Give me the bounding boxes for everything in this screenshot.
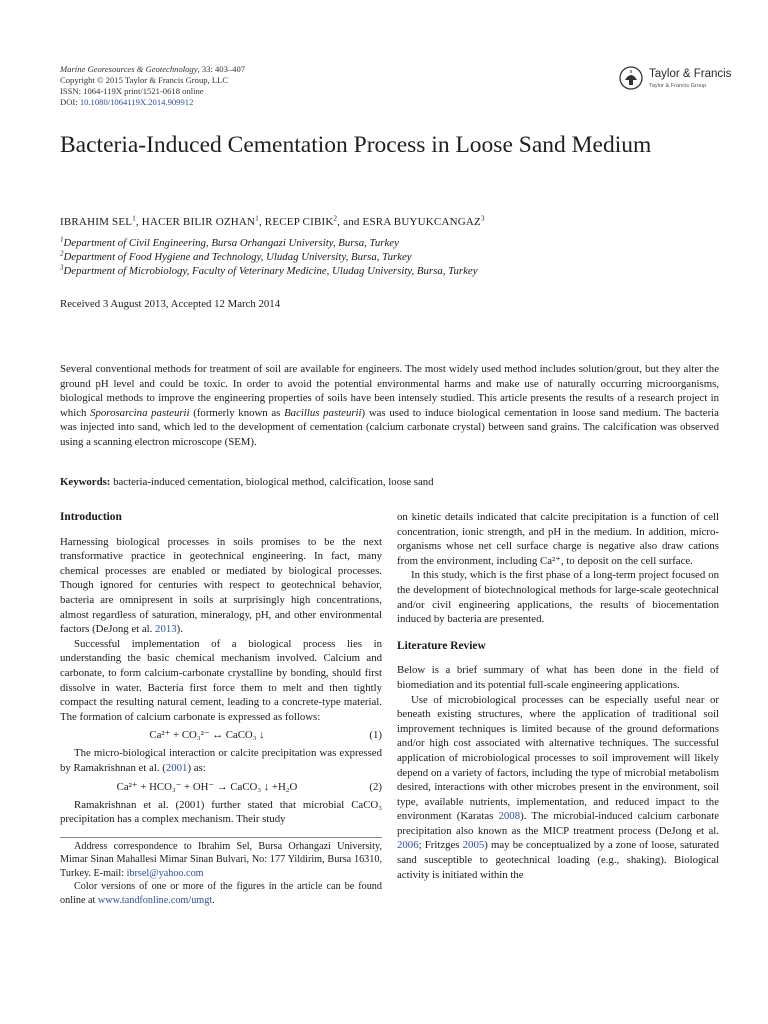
footnote [60,837,382,908]
equation-1 [60,724,382,746]
paragraph [397,693,719,883]
affiliation [60,236,478,250]
author-3: , RECEP CIBIK [258,216,334,228]
publisher-logo [618,64,732,94]
citation-link[interactable]: 2006 [397,839,419,852]
equation-2 [60,776,382,798]
affiliation-text: Department of Food Hygiene and Technology, Uludag University, Bursa, Turkey [63,251,412,263]
paragraph [60,746,382,775]
author-1-sup: 1 [132,214,136,223]
article-title: Bacteria-Induced Cementation Process in Loose Sand Medium [60,132,652,158]
paragraph-text: ) as: [187,761,206,774]
paragraph: Ramakrishnan et al. (2001) further stated that microbial CaCO₃ precipitation has a complex mechanism. Their study [60,798,382,826]
abstract-text: (formerly known as [189,406,285,419]
footnote-text: Color versions of one or more of the figures in the article can be found online at [60,881,382,907]
abstract-text: ) was used to induce biological cementation in loose sand medium. The bacteria was injected into sand, which led to the development of cementation (calcium carbonate crystal) between sand grains. The calcification was observed using a scanning electron microscope (SEM). [60,406,719,448]
lamp-icon [618,64,644,92]
affiliation-sup: 1 [60,235,64,244]
keywords-label: Keywords: [60,476,111,488]
paragraph-text: Harnessing biological processes in soils promises to be the next transformative practice in geotechnical engineering. In fact, many chemical processes are enabled or mediated by biological processes. Though ignored for centuries with respect to geotechnical behavior, bacteria are omnipresent in soils at surprisingly high concentrations, almost regardless of saturation, mineralogy, pH, and other environmental factors (DeJong et al. [60,535,382,636]
paragraph: on kinetic details indicated that calcite precipitation is a function of cell concentration, ionic strength, and pH in the medium. In addition, micro-organisms whose net cell surface charge is negative also draw cations from the environment, including Ca²⁺, to deposit on the cell surface. [397,511,719,567]
author-1: IBRAHIM SEL [60,216,133,228]
keywords [60,476,434,488]
copyright: Copyright © 2015 Taylor & Francis Group, LLC [60,75,229,85]
equation-number: (2) [369,780,382,793]
author-3-sup: 2 [333,214,338,223]
paragraph: Successful implementation of a biological process lies in understanding the basic chemical mechanism involved. Calcium and carbonate, to form calcium-carbonate crystalline by bonding, should first dissolve in water. Bacteria first force them to melt and then tightly compact the resulting natural cement, leading to a concrete-type material. The formation of calcium carbonate is expressed as follows: [60,637,382,723]
footnote-text: . [212,895,215,907]
paragraph-text: ). [176,623,183,636]
author-4-sup: 3 [480,214,485,223]
keywords-text: bacteria-induced cementation, biological method, calcification, loose sand [110,476,434,488]
journal-metadata [60,64,245,108]
footnote-address [60,840,382,881]
publisher-group: Taylor & Francis Group [649,83,707,89]
equation-number: (1) [369,729,382,742]
abstract [60,362,719,450]
introduction-heading: Introduction [60,511,122,523]
paragraph-text: The micro-biological interaction or calcite precipitation was expressed by Ramakrishnan et al. ( [60,747,382,774]
issn: ISSN: 1064-119X print/1521-0618 online [60,86,204,96]
paragraph: In this study, which is the first phase of a long-term project focused on the development of biotechnological methods for large-scale geotechnical and/or civil engineering applications, the results of biocementation induced by bacteria are presented. [397,569,719,626]
doi-link[interactable]: 10.1080/1064119X.2014.909912 [79,97,194,107]
affiliation [60,264,478,278]
equation-formula: Ca²⁺ + HCO₃⁻ + OH⁻ → CaCO₃ ↓ +H₂O [116,780,298,793]
affiliation-sup: 2 [60,249,64,258]
author-list [60,216,485,228]
abstract-text: Several conventional methods for treatment of soil are available for engineers. The most widely used method includes solution/grout, but they alter the ground pH level and could be toxic. In order to avoid the potential environmental harms and make use of naturally occurring microorganisms, biological methods to improve the engineering properties of soils have been intensely studied. This article presents the results of a research project in which [60,363,719,419]
volume-pages: , 33: 403–407 [197,64,246,74]
author-2-sup: 1 [255,214,259,223]
paragraph [60,535,382,637]
email-link[interactable]: ibrsel@yahoo.com [126,867,204,879]
citation-link[interactable]: 2008 [498,810,521,823]
paragraph-text: ) may be conceptualized by a zone of loose, saturated sand susceptible to geotechnical loading (e.g., shaking). Biological activity is initiated within the [397,839,719,881]
author-4: , and ESRA BUYUKCANGAZ [337,216,481,228]
citation-link[interactable]: 2005 [462,839,485,852]
species-name: Sporosarcina pasteurii [90,406,190,419]
affiliation-text: Department of Microbiology, Faculty of Veterinary Medicine, Uludag University, Bursa, Turkey [63,265,478,277]
footnote-text: Address correspondence to Ibrahim Sel, Bursa Orhangazi University, Mimar Sinan Mahallesi Mimar Sinan Bulvari, No: 177 Yildirim, Bursa 16310, Turkey. E-mail: [60,840,382,879]
species-name: Bacillus pasteurii [284,406,362,419]
paragraph-text: ). The microbial-induced calcium carbonate precipitation also known as the MICP treatment process (DeJong et al. [397,810,719,837]
author-2: , HACER BILIR OZHAN [135,216,256,228]
doi-label: DOI: [60,97,80,107]
paragraph: Below is a brief summary of what has been done in the field of biomediation and its potential full-scale engineering applications. [397,664,719,691]
affiliation-sup: 3 [60,263,64,272]
footnote-color [60,880,382,907]
paragraph-text: ; Fritzges [418,839,463,852]
publisher-name: Taylor & Francis [649,68,732,80]
right-column [397,510,719,882]
journal-name: Marine Georesources & Geotechnology [60,64,198,74]
citation-link[interactable]: 2001 [165,761,188,774]
affiliation-text: Department of Civil Engineering, Bursa Orhangazi University, Bursa, Turkey [63,237,399,249]
url-link[interactable]: www.tandfonline.com/umgt [97,895,213,907]
citation-link[interactable]: 2013 [155,623,177,636]
received-date: Received 3 August 2013, Accepted 12 March 2014 [60,298,281,310]
equation-formula: Ca²⁺ + CO₃²⁻ ↔ CaCO₃ ↓ [149,729,265,742]
left-column [60,510,382,908]
affiliation [60,250,478,264]
paragraph-text: Use of microbiological processes can be especially useful near or beneath existing structures, where the application of traditional soil improvement techniques is limited because of the ground deformations and/or high cost associated with alternative techniques. The successful application of microbiological processes to soil improvement will likely depend on a variety of factors, including the type of microbial metabolism desired, interactions with other microbes present in the environment, soil type, available nutrients, implementation, and reduced impact to the environment (Karatas [397,693,719,823]
affiliations [60,236,478,278]
literature-review-heading: Literature Review [397,639,486,652]
